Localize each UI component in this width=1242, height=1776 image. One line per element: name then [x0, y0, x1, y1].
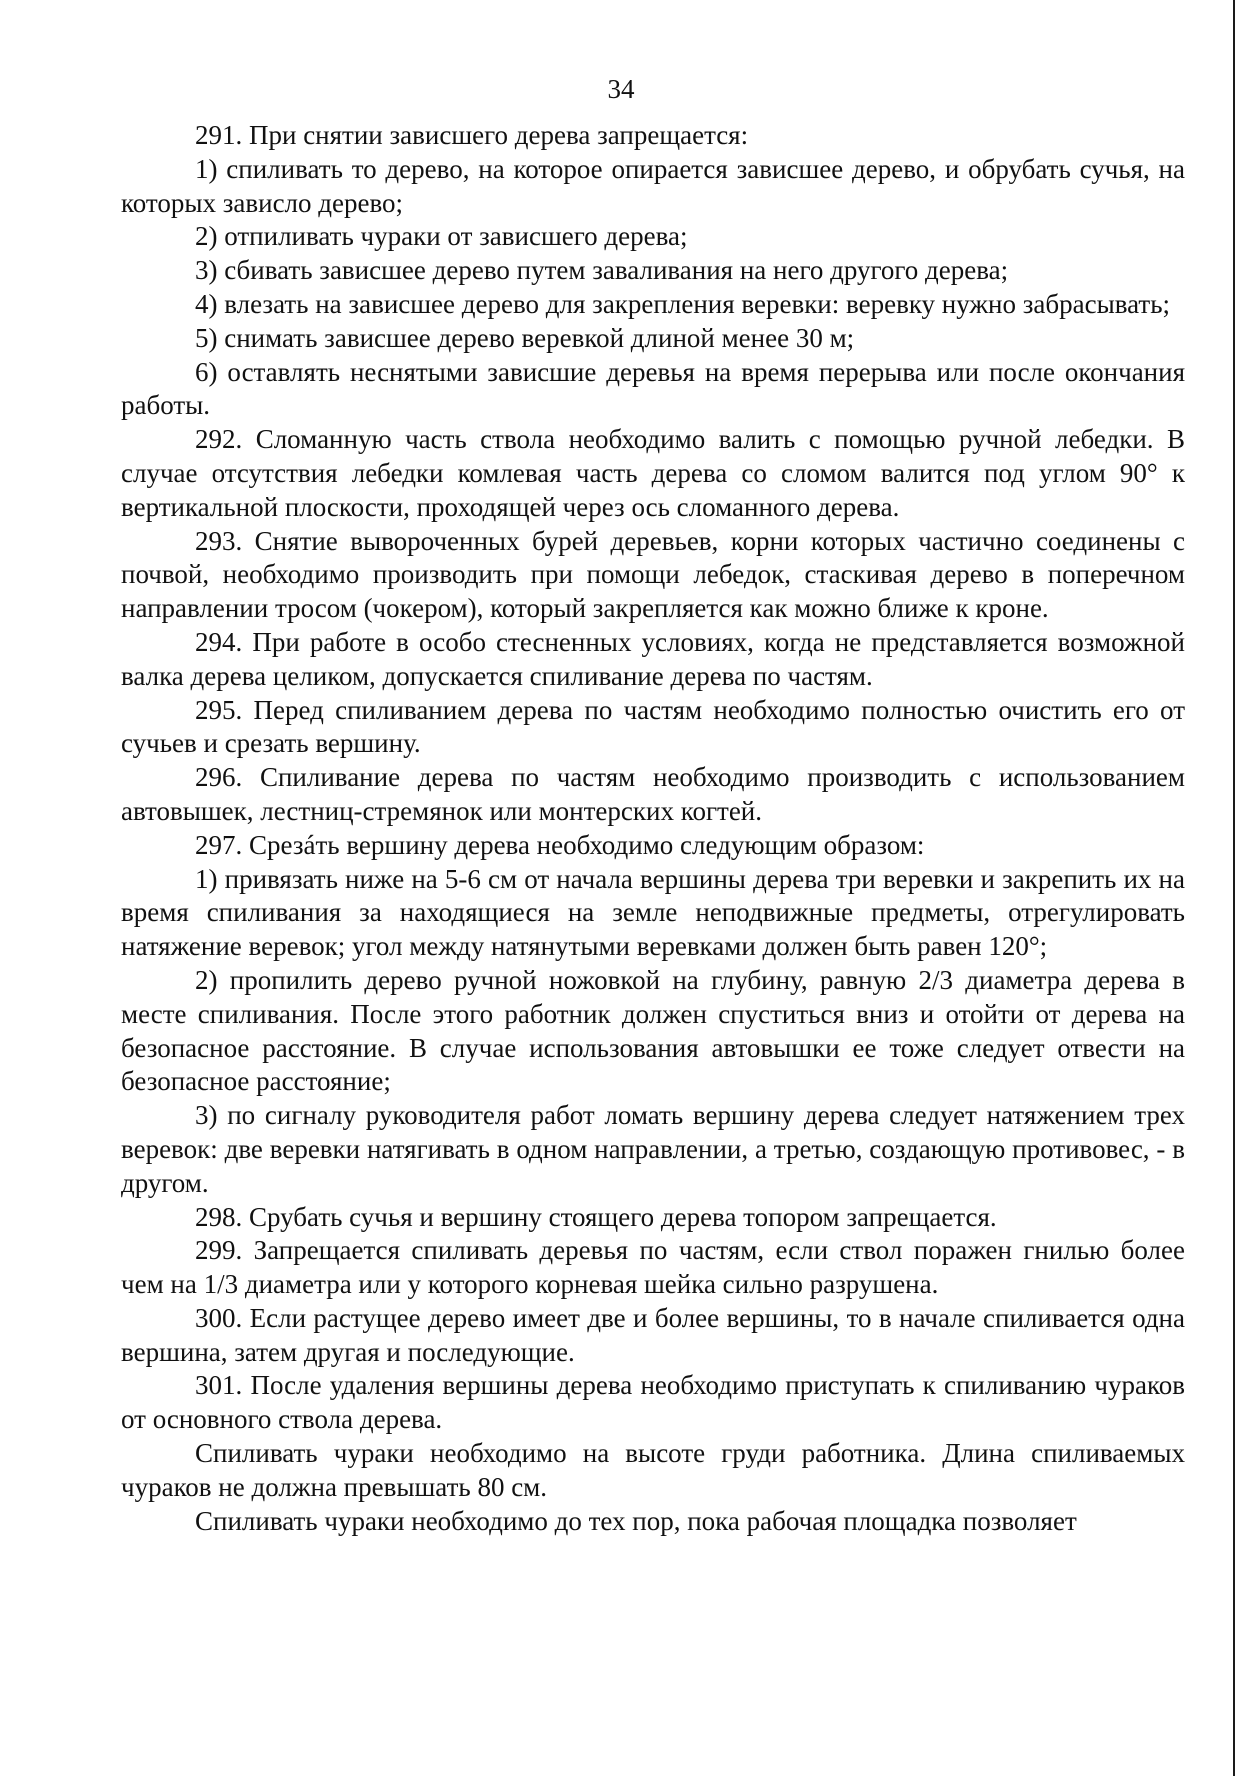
paragraph-291-item-3: 3) сбивать зависшее дерево путем заваливания на него другого дерева;	[195, 255, 1009, 286]
paragraph-293: 293. Снятие вывороченных бурей деревьев, корни которых частично соединены с почвой, необходимо производить при помощи лебедок, стаскивая дерево в поперечном направлении тросом (чокером), который закрепляется как можно ближе к кроне.	[121, 525, 1185, 624]
paragraph-297-item-1: 1) привязать ниже на 5-6 см от начала вершины дерева три веревки и закрепить их на время спиливания за находящиеся на земле неподвижные предметы, отрегулировать натяжение веревок; угол между натянутыми веревками должен быть равен 120°;	[121, 863, 1185, 962]
paragraph-291-item-1: 1) спиливать то дерево, на которое опирается зависшее дерево, и обрубать сучья, на которых зависло дерево;	[121, 153, 1185, 218]
paragraph-301-cont-2: Спиливать чураки необходимо до тех пор, пока рабочая площадка позволяет	[195, 1505, 1077, 1536]
paragraph-296: 296. Спиливание дерева по частям необходимо производить с использованием автовышек, лестниц-стремянок или монтерских когтей.	[121, 762, 1185, 826]
paragraph-301-cont-1: Спиливать чураки необходимо на высоте груди работника. Длина спиливаемых чураков не должна превышать 80 см.	[121, 1438, 1185, 1502]
paragraph-291: 291. При снятии зависшего дерева запрещается:	[195, 120, 749, 150]
paragraph-298: 298. Срубать сучья и вершину стоящего дерева топором запрещается.	[195, 1201, 997, 1232]
paragraph-299: 299. Запрещается спиливать деревья по частям, если ствол поражен гнилью более чем на 1/3 диаметра или у которого корневая шейка сильно разрушена.	[121, 1235, 1185, 1300]
paragraph-297-item-3: 3) по сигналу руководителя работ ломать вершину дерева следует натяжением трех веревок: две веревки натягивать в одном направлении, а третью, создающую противовес, - в другом.	[121, 1100, 1185, 1198]
paragraph-297: 297. Срезáть вершину дерева необходимо следующим образом:	[195, 829, 925, 860]
paragraph-297-item-2: 2) пропилить дерево ручной ножовкой на глубину, равную 2/3 диаметра дерева в месте спиливания. После этого работник должен спуститься вниз и отойти от дерева на безопасное расстояние. В случае использования автовышки ее тоже следует отвести на безопасное расстояние;	[121, 964, 1185, 1097]
paragraph-294: 294. При работе в особо стесненных условиях, когда не представляется возможной валка дерева целиком, допускается спиливание дерева по частям.	[121, 626, 1185, 691]
paragraph-291-item-5: 5) снимать зависшее дерево веревкой длиной менее 30 м;	[195, 322, 855, 353]
paragraph-295: 295. Перед спиливанием дерева по частям необходимо полностью очистить его от сучьев и срезать вершину.	[121, 694, 1185, 759]
document-body	[121, 119, 1185, 1538]
paragraph-291-item-4: 4) влезать на зависшее дерево для закрепления веревки: веревку нужно забрасывать;	[195, 288, 1171, 319]
page-number: 34	[607, 74, 635, 104]
paragraph-300: 300. Если растущее дерево имеет две и более вершины, то в начале спиливается одна вершина, затем другая и последующие.	[121, 1302, 1185, 1367]
paragraph-291-item-6: 6) оставлять неснятыми зависшие деревья на время перерыва или после окончания работы.	[121, 356, 1185, 421]
paragraph-301: 301. После удаления вершины дерева необходимо приступать к спиливанию чураков от основного ствола дерева.	[121, 1370, 1185, 1435]
scan-edge-line	[1233, 0, 1235, 1776]
paragraph-291-item-2: 2) отпиливать чураки от зависшего дерева;	[195, 221, 688, 252]
paragraph-292: 292. Сломанную часть ствола необходимо валить с помощью ручной лебедки. В случае отсутствия лебедки комлевая часть дерева со сломом валится под углом 90° к вертикальной плоскости, проходящей через ось сломанного дерева.	[121, 424, 1185, 522]
